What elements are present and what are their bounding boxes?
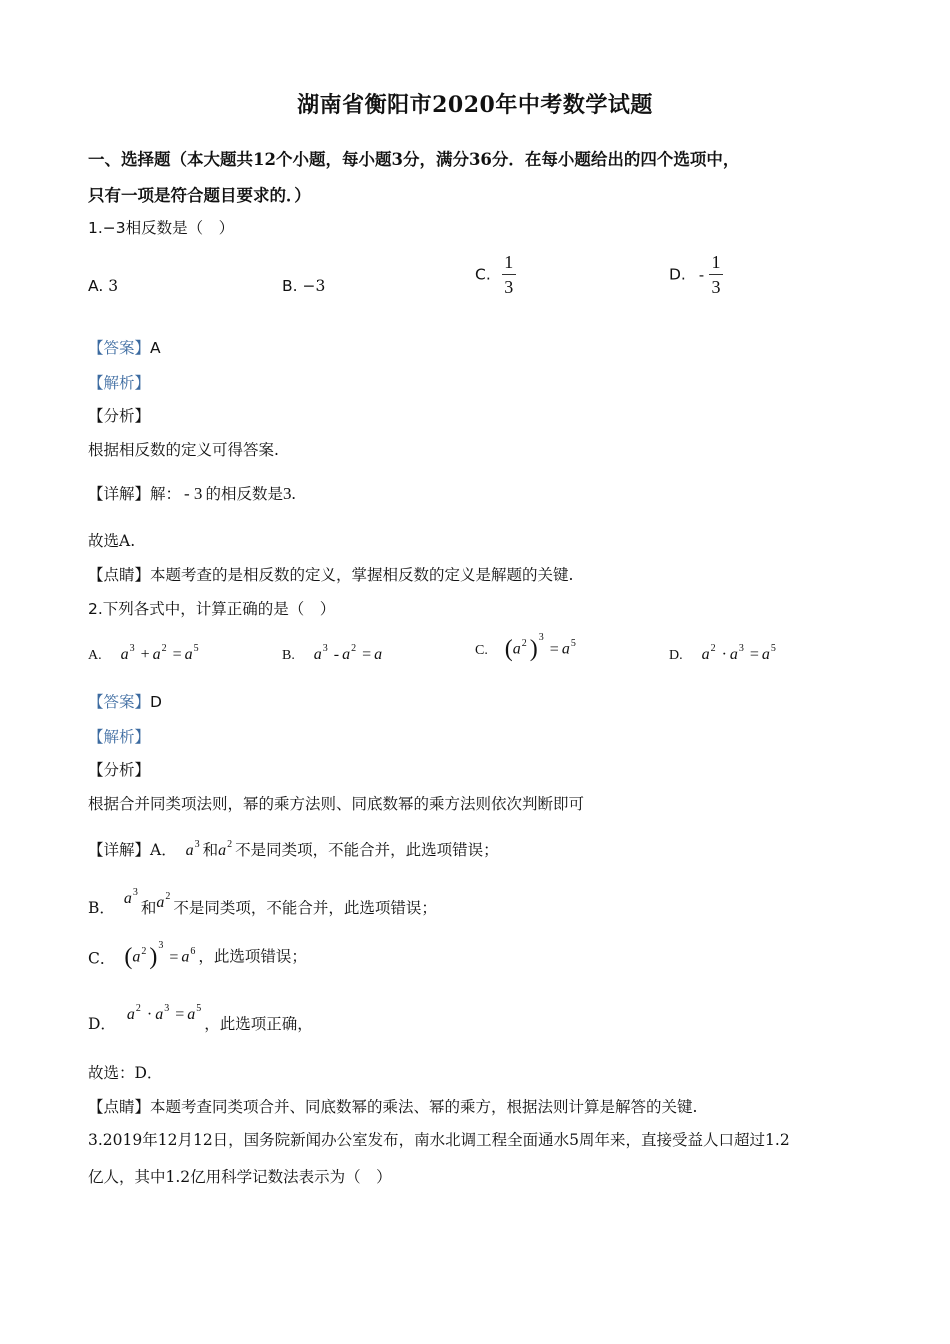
conj-text: 和 (202, 841, 219, 859)
q1-fenxi: 【分析】 (88, 407, 151, 425)
q1-guxuan: 故选A. (88, 532, 136, 550)
q2-xiangjie-a (88, 838, 499, 860)
q1-dianjing: 【点睛】本题考查的是相反数的定义，掌握相反数的定义是解题的关键. (88, 566, 574, 584)
q1-option-d (669, 252, 723, 297)
numerator: 1 (504, 252, 514, 272)
answer-value: D (150, 693, 162, 711)
operator: + (140, 646, 150, 663)
xiangjie-text: 不是同类项，不能合并，此选项错误； (173, 899, 437, 917)
q2-fenxi: 【分析】 (88, 761, 151, 779)
math-var: a (342, 646, 351, 663)
exponent: 3 (194, 839, 200, 850)
fraction (709, 252, 723, 297)
q1-stem (88, 216, 234, 238)
denominator: 3 (504, 277, 514, 297)
q2-guxuan: 故选：D． (88, 1064, 163, 1082)
exponent: 3 (132, 887, 138, 898)
q2-fenxi-text: 根据合并同类项法则，幂的乘方法则、同底数幂的乘方法则依次判断即可 (88, 795, 585, 813)
q2-option-c (475, 631, 579, 663)
answer-tag: 【答案】 (88, 693, 151, 711)
math-var: a (123, 890, 132, 907)
exponent: 5 (193, 643, 199, 654)
math-var: a (218, 842, 227, 859)
q1-option-c (475, 252, 516, 297)
exponent: 3 (164, 1003, 170, 1014)
exponent: 5 (770, 643, 776, 654)
math-var: a (156, 894, 165, 911)
option-value: −3 (302, 277, 326, 295)
q1-option-b (282, 277, 325, 295)
operator: · (146, 1006, 153, 1023)
option-label: D. (669, 648, 683, 663)
paren: ( (124, 944, 133, 970)
option-label: B. (282, 277, 298, 295)
q2-answer (88, 690, 162, 712)
option-value: 3 (108, 277, 119, 295)
math-var: a (185, 842, 194, 859)
option-label: C. (475, 265, 491, 284)
q2-jiexi: 【解析】 (88, 728, 151, 746)
xiangjie-tag: 【详解】A． (88, 841, 177, 859)
operator: · (721, 646, 727, 663)
exponent: 2 (710, 643, 716, 654)
q2-dianjing: 【点睛】本题考查同类项合并、同底数幂的乘法、幂的乘方，根据法则计算是解答的关键. (88, 1098, 698, 1116)
operator: = (172, 646, 182, 663)
math-var: a (126, 1006, 135, 1023)
exponent: 2 (141, 945, 147, 957)
option-label: D． (88, 1015, 116, 1033)
q1-fenxi-text: 根据相反数的定义可得答案. (88, 441, 279, 459)
xiangjie-text: ，此选项正确， (204, 1015, 313, 1033)
page-title: 湖南省衡阳市2020年中考数学试题 (297, 92, 653, 118)
q1-option-a (88, 277, 118, 295)
q3-stem-text: 3.2019年12月12日，国务院新闻办公室发布，南水北调工程全面通水5周年来，直接受益人口超过1.2 (88, 1131, 790, 1149)
q2-stem-text: 2.下列各式中，计算正确的是（ ） (88, 600, 336, 618)
option-label: A. (88, 648, 102, 663)
option-label: C. (475, 642, 488, 658)
exponent: 2 (135, 1003, 141, 1014)
answer-value: A (150, 339, 161, 357)
option-label: A. (88, 277, 104, 295)
q2-xiangjie-c (88, 939, 307, 971)
q1-xiangjie (88, 482, 296, 504)
xiangjie-tag: 【详解】解： (88, 485, 182, 503)
q3-stem-line2: 亿人，其中1.2亿用科学记数法表示为（ ） (88, 1168, 392, 1186)
denominator: 3 (711, 277, 721, 297)
conj-text: 和 (140, 899, 157, 917)
exponent: 2 (165, 891, 171, 902)
xiangjie-text: 的相反数是 (205, 485, 283, 503)
paren: ) (149, 944, 158, 970)
math-expr: - 3 (184, 484, 203, 503)
math-var: a (155, 1006, 164, 1023)
fraction (502, 252, 516, 297)
exponent: 3 (158, 939, 164, 951)
q1-jiexi: 【解析】 (88, 374, 151, 392)
q1-stem-text: 1.−3相反数是（ ） (88, 219, 235, 237)
exponent: 2 (227, 839, 233, 850)
math-var: a (184, 646, 193, 663)
math-var: a (561, 640, 570, 658)
paren: ( (504, 636, 513, 662)
math-var: a (512, 640, 521, 658)
exponent: 2 (351, 643, 357, 654)
math-var: a (313, 646, 322, 663)
math-var: a (152, 646, 161, 663)
option-label: B. (282, 648, 295, 663)
math-value: 3. (282, 484, 296, 503)
math-var: a (729, 646, 738, 663)
exponent: 5 (196, 1003, 202, 1014)
fraction-bar (709, 274, 723, 275)
operator: = (362, 646, 372, 663)
answer-tag: 【答案】 (88, 339, 151, 357)
operator: = (749, 646, 759, 663)
math-var: a (701, 646, 710, 663)
numerator: 1 (711, 252, 721, 272)
operator: = (175, 1006, 185, 1023)
math-var: a (187, 1006, 196, 1023)
math-expr (127, 1005, 204, 1023)
math-var: a (374, 646, 383, 663)
math-var: a (761, 646, 770, 663)
math-var: a (120, 646, 129, 663)
section-heading-line1: 一、选择题（本大题共12个小题，每小题3分，满分36分．在每小题给出的四个选项中， (88, 150, 740, 169)
minus-sign: - (698, 265, 705, 284)
xiangjie-text: ，此选项错误； (198, 947, 307, 966)
section-heading-line2: 只有一项是符合题目要求的．） (88, 186, 311, 205)
option-label: C． (88, 949, 116, 968)
operator: - (333, 646, 340, 663)
exponent: 3 (322, 643, 328, 654)
exponent: 5 (570, 637, 576, 649)
math-var: a (132, 948, 141, 966)
q1-answer (88, 336, 161, 358)
exponent: 2 (521, 637, 527, 649)
q2-xiangjie-b (88, 887, 437, 918)
q2-option-b (282, 645, 382, 664)
exponent: 2 (161, 643, 167, 654)
q2-option-d (669, 645, 779, 664)
q3-stem-line1 (88, 1128, 790, 1150)
fraction-bar (502, 274, 516, 275)
option-label: B． (88, 899, 115, 917)
exponent: 3 (129, 643, 135, 654)
operator: = (169, 948, 179, 966)
exponent: 6 (190, 945, 196, 957)
q2-option-a (88, 645, 202, 664)
xiangjie-text: 不是同类项，不能合并，此选项错误； (235, 841, 499, 859)
exponent: 3 (738, 643, 744, 654)
q2-stem (88, 597, 335, 619)
option-label: D. (669, 265, 686, 284)
operator: = (549, 640, 559, 658)
q2-xiangjie-d (88, 1003, 313, 1034)
paren: ) (529, 636, 538, 662)
math-var: a (181, 948, 190, 966)
exponent: 3 (538, 631, 544, 643)
